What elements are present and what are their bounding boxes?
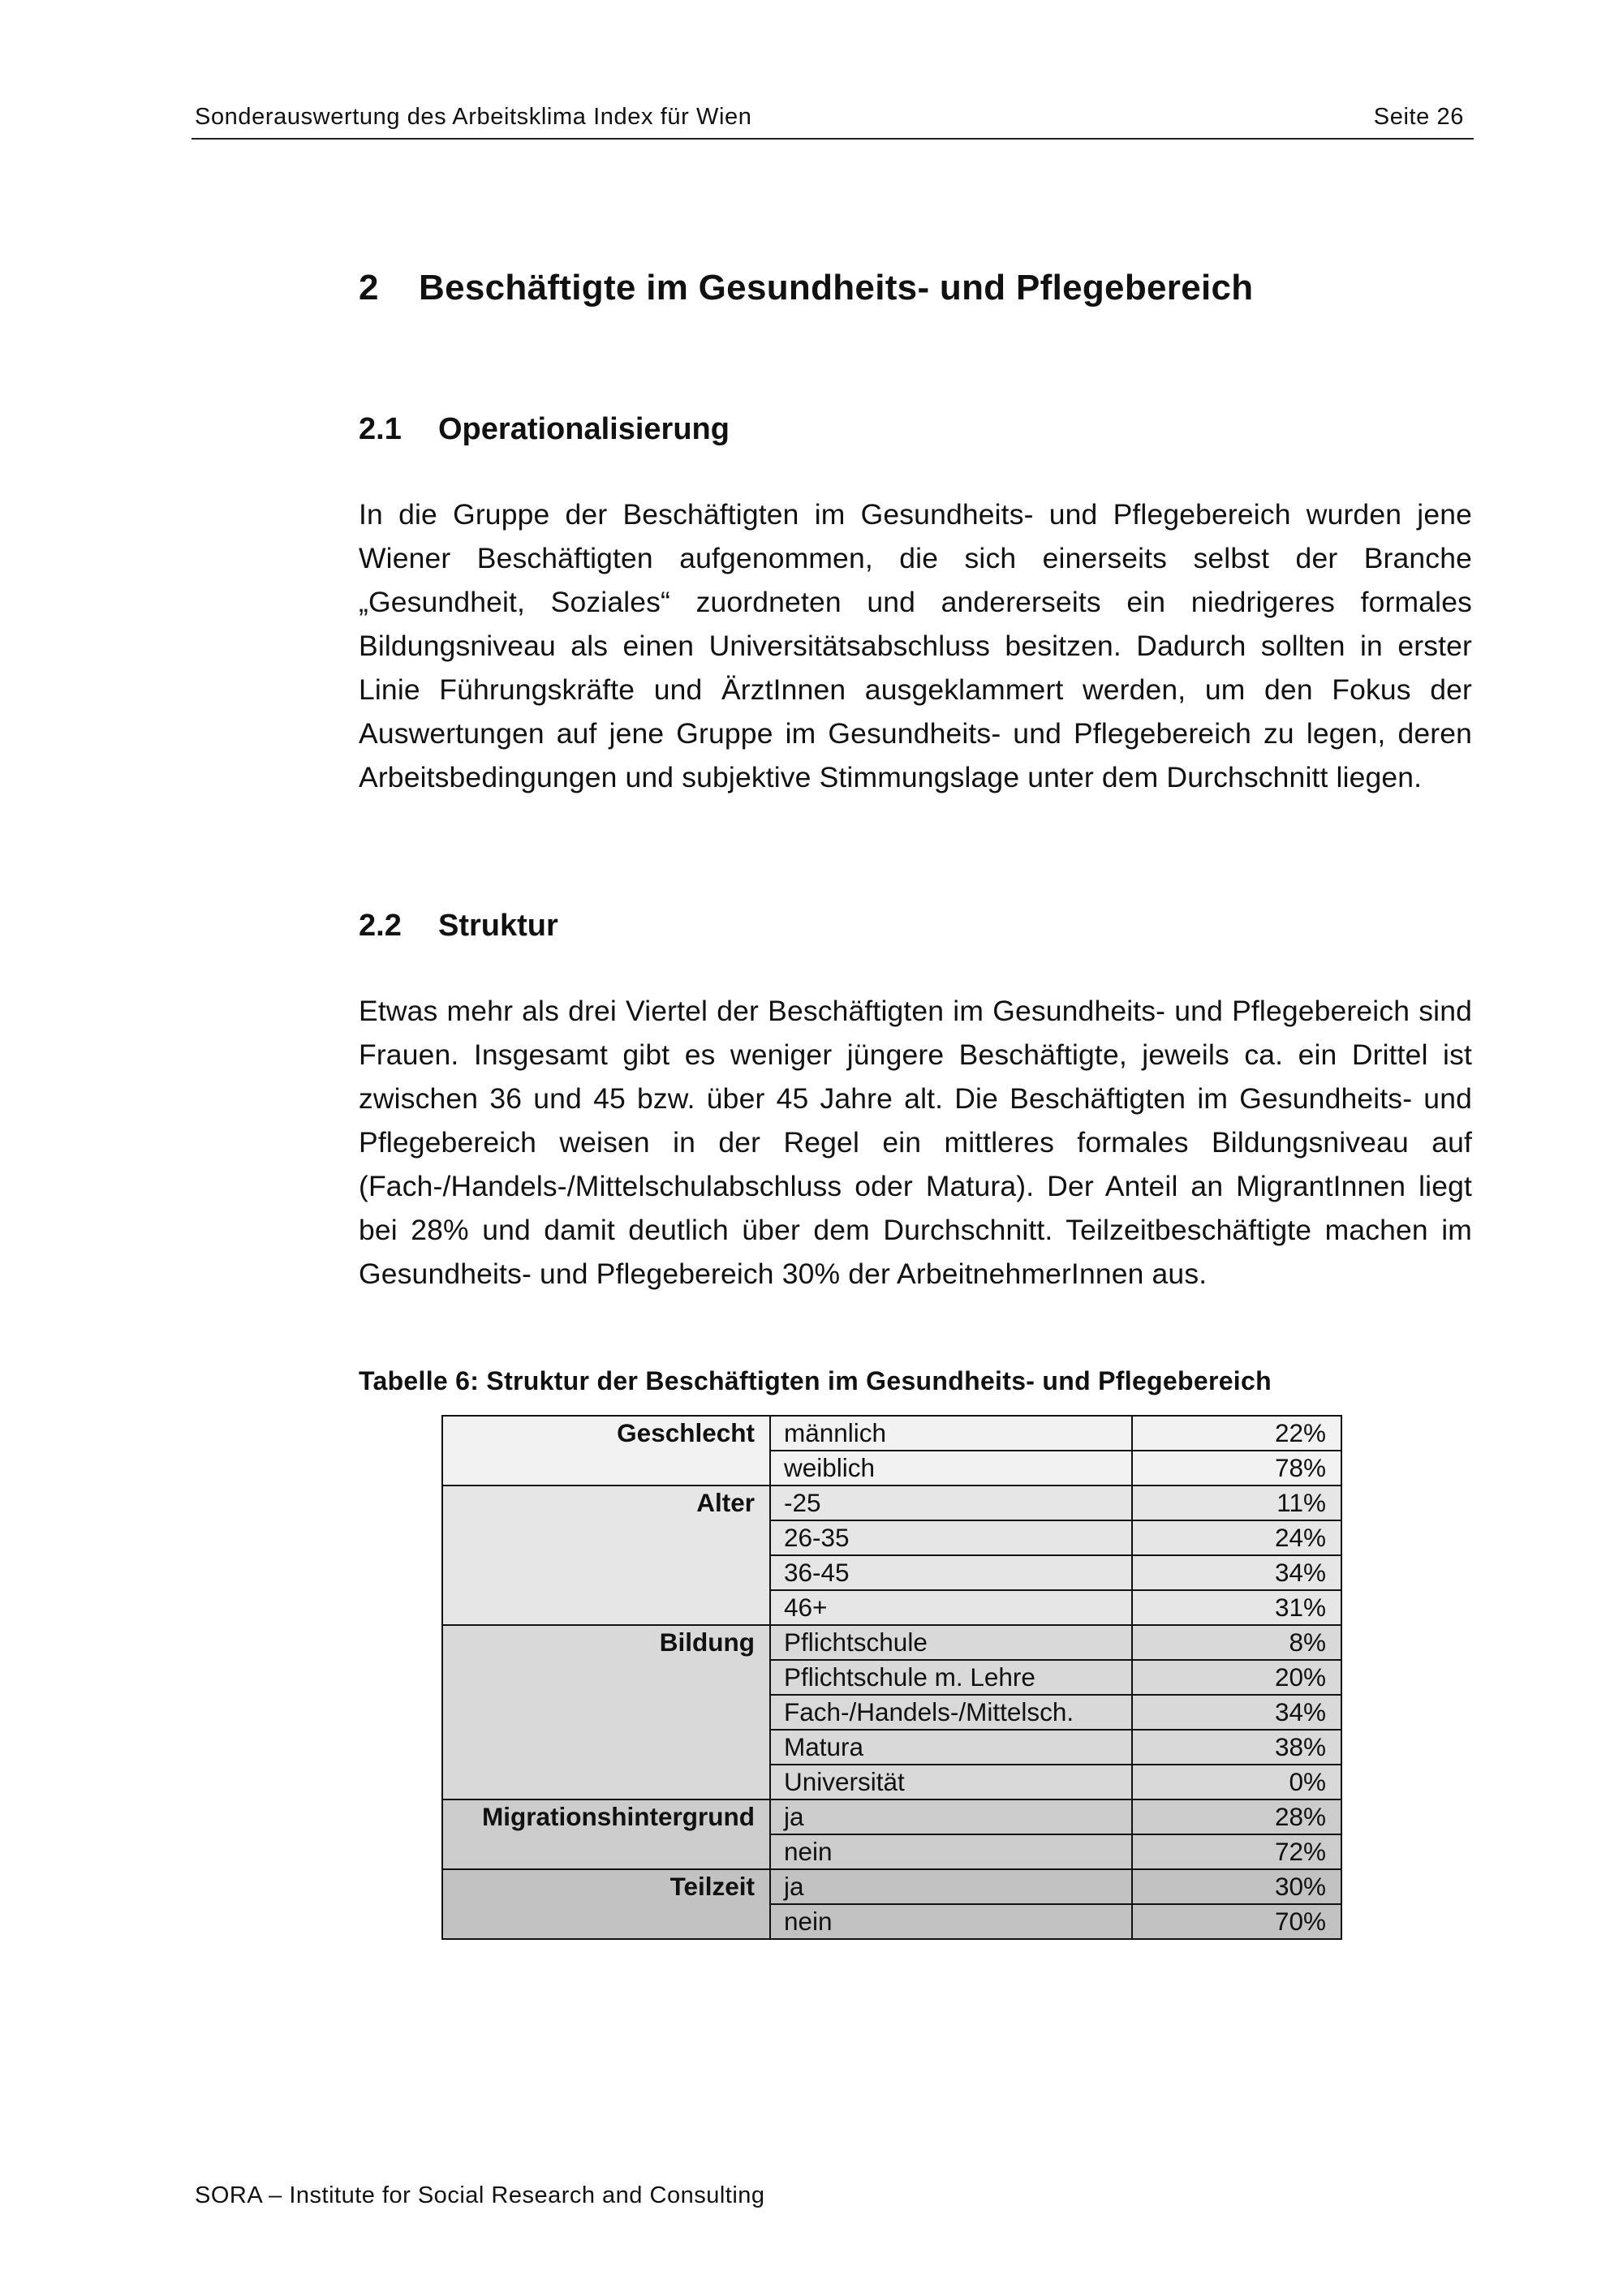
label-cell: weiblich [770,1451,1132,1486]
page-number: Seite 26 [1373,104,1464,130]
category-cell: Alter [442,1486,770,1625]
category-cell: Migrationshintergrund [442,1799,770,1869]
label-cell: 36-45 [770,1555,1132,1590]
value-cell: 30% [1132,1869,1341,1904]
value-cell: 8% [1132,1625,1341,1660]
label-cell: Pflichtschule m. Lehre [770,1660,1132,1695]
label-cell: nein [770,1834,1132,1869]
value-cell: 11% [1132,1486,1341,1520]
section-heading-struktur [359,909,558,944]
value-cell: 28% [1132,1799,1341,1834]
table-caption: Tabelle 6: Struktur der Beschäftigten im Gesundheits- und Pflegebereich [359,1366,1272,1395]
section-number: 2.2 [359,909,402,943]
paragraph-struktur: Etwas mehr als drei Viertel der Beschäftigten im Gesundheits- und Pflegebereich sind Frauen. Insgesamt gibt es weniger jüngere Beschäftigte, jeweils ca. ein Drittel ist zwischen 36 und 45 bzw. über 45 Jahre alt. Die Beschäftigten im Gesundheits- und Pflegebereich weisen in der Regel ein mittleres formales Bildungsniveau auf (Fach-/Handels-/Mittelschulabschluss oder Matura). Der Anteil an MigrantInnen liegt bei 28% und damit deutlich über dem Durchschnitt. Teilzeitbeschäftigte machen im Gesundheits- und Pflegebereich 30% der ArbeitnehmerInnen aus. [359,995,1472,1290]
value-cell: 24% [1132,1520,1341,1555]
chapter-number: 2 [359,268,379,307]
label-cell: ja [770,1799,1132,1834]
label-cell: Pflichtschule [770,1625,1132,1660]
value-cell: 78% [1132,1451,1341,1486]
category-cell: Geschlecht [442,1416,770,1486]
running-header [192,104,1474,140]
label-cell: 46+ [770,1590,1132,1625]
section-number: 2.1 [359,412,402,446]
label-cell: Matura [770,1730,1132,1765]
value-cell: 38% [1132,1730,1341,1765]
section-heading-operationalisierung [359,412,730,447]
value-cell: 70% [1132,1904,1341,1939]
section-title: Operationalisierung [438,412,730,446]
value-cell: 22% [1132,1416,1341,1451]
table-row [442,1486,1341,1520]
label-cell: 26-35 [770,1520,1132,1555]
value-cell: 34% [1132,1695,1341,1730]
chapter-heading [359,268,1253,308]
label-cell: Fach-/Handels-/Mittelsch. [770,1695,1132,1730]
label-cell: ja [770,1869,1132,1904]
label-cell: Universität [770,1765,1132,1799]
section-title: Struktur [438,909,558,943]
table-row [442,1869,1341,1904]
structure-table [441,1415,1342,1940]
value-cell: 72% [1132,1834,1341,1869]
paragraph-operationalisierung: In die Gruppe der Beschäftigten im Gesundheits- und Pflegebereich wurden jene Wiener Beschäftigten aufgenommen, die sich einerseits selbst der Branche „Gesundheit, Soziales“ zuordneten und andererseits ein niedrigeres formales Bildungsniveau als einen Universitätsabschluss besitzen. Dadurch sollten in erster Linie Führungskräfte und ÄrztInnen ausgeklammert werden, um den Fokus der Auswertungen auf jene Gruppe im Gesundheits- und Pflegebereich zu legen, deren Arbeitsbedingungen und subjektive Stimmungslage unter dem Durchschnitt liegen. [359,498,1472,793]
label-cell: nein [770,1904,1132,1939]
value-cell: 34% [1132,1555,1341,1590]
value-cell: 0% [1132,1765,1341,1799]
label-cell: männlich [770,1416,1132,1451]
label-cell: -25 [770,1486,1132,1520]
chapter-title: Beschäftigte im Gesundheits- und Pflegebereich [419,268,1254,307]
value-cell: 31% [1132,1590,1341,1625]
table-row [442,1799,1341,1834]
table-row [442,1416,1341,1451]
header-title: Sonderauswertung des Arbeitsklima Index für Wien [195,104,752,130]
table-row [442,1625,1341,1660]
value-cell: 20% [1132,1660,1341,1695]
category-cell: Teilzeit [442,1869,770,1939]
running-footer: SORA – Institute for Social Research and Consulting [195,2182,765,2208]
structure-table-body [442,1416,1341,1939]
category-cell: Bildung [442,1625,770,1799]
